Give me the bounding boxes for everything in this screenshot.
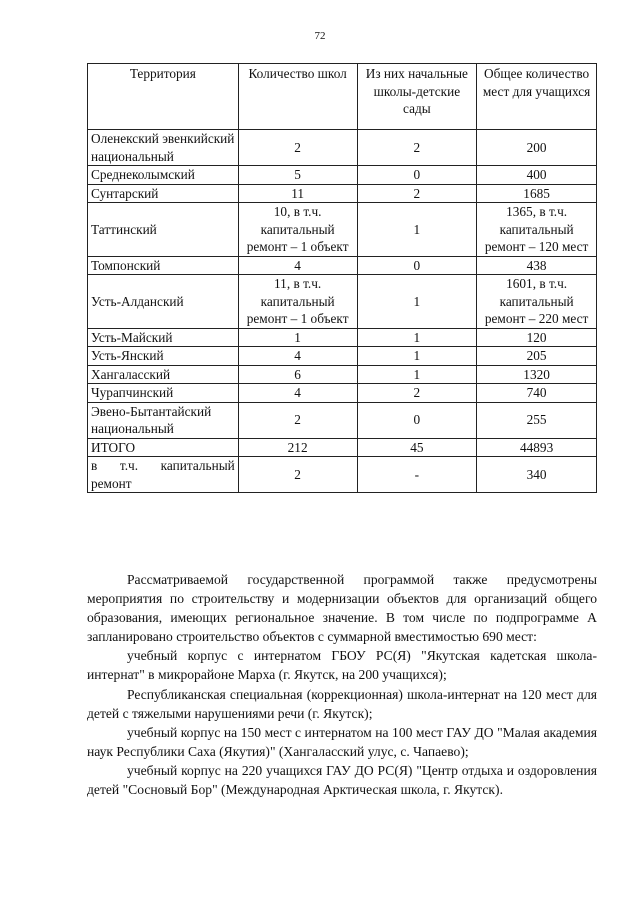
table-row	[88, 328, 597, 347]
paragraph: учебный корпус на 220 учащихся ГАУ ДО РС(Я) "Центр отдыха и оздоровления детей "Сосновый Бор" (Международная Арктическая школа, г. Якутск).	[87, 762, 597, 798]
cell-territory: Хангаласский	[88, 365, 239, 384]
header-schools-count: Количество школ	[238, 64, 357, 130]
table-row	[88, 184, 597, 203]
cell-primary: 2	[357, 130, 477, 166]
cell-primary: 1	[357, 275, 477, 329]
cell-territory: в т.ч. капитальный ремонт	[88, 457, 239, 493]
cell-primary: 1	[357, 328, 477, 347]
cell-schools: 1	[238, 328, 357, 347]
table-header-row	[88, 64, 597, 130]
cell-territory: Эвено-Бытантайский национальный	[88, 402, 239, 438]
header-total-places: Общее количество мест для учащихся	[477, 64, 597, 130]
cell-primary: 45	[357, 438, 477, 457]
cell-primary: 0	[357, 256, 477, 275]
cell-territory: Среднеколымский	[88, 166, 239, 185]
cell-primary: 1	[357, 203, 477, 257]
table-row	[88, 347, 597, 366]
paragraph: учебный корпус с интернатом ГБОУ РС(Я) "Якутская кадетская школа-интернат" в микрорайоне Марха (г. Якутск, на 200 учащихся);	[87, 648, 597, 683]
paragraph: Рассматриваемой государственной программой также предусмотрены мероприятия по строительству и модернизации объектов для организаций общего образования, имеющих региональное значение. В том числе по подпрограмме А запланировано строительство объектов с суммарной вместимостью 690 мест:	[87, 572, 597, 645]
cell-schools: 11, в т.ч. капитальный ремонт – 1 объект	[238, 275, 357, 329]
cell-primary: -	[357, 457, 477, 493]
table-row	[88, 256, 597, 275]
cell-places: 205	[477, 347, 597, 366]
table-total-row	[88, 438, 597, 457]
cell-places: 255	[477, 402, 597, 438]
cell-schools: 5	[238, 166, 357, 185]
table-row	[88, 166, 597, 185]
page-number: 72	[314, 30, 326, 42]
table-row	[88, 402, 597, 438]
header-primary-schools: Из них начальные школы-детские сады	[357, 64, 477, 130]
cell-primary: 0	[357, 166, 477, 185]
paragraph: учебный корпус на 150 мест с интернатом на 100 мест ГАУ ДО "Малая академия наук Республики Саха (Якутия)" (Хангаласский улус, с. Чапаево);	[87, 724, 597, 759]
cell-territory: Оленекский эвенкийский национальный	[88, 130, 239, 166]
schools-table	[87, 63, 597, 493]
table-row	[88, 130, 597, 166]
table-row	[88, 365, 597, 384]
body-text	[87, 570, 597, 799]
cell-places: 340	[477, 457, 597, 493]
cell-schools: 6	[238, 365, 357, 384]
cell-territory: Томпонский	[88, 256, 239, 275]
cell-primary: 2	[357, 384, 477, 403]
cell-schools: 2	[238, 402, 357, 438]
cell-places: 120	[477, 328, 597, 347]
cell-territory: Усть-Алданский	[88, 275, 239, 329]
cell-schools: 10, в т.ч. капитальный ремонт – 1 объект	[238, 203, 357, 257]
cell-places: 1685	[477, 184, 597, 203]
cell-primary: 0	[357, 402, 477, 438]
cell-places: 1601, в т.ч. капитальный ремонт – 220 мест	[477, 275, 597, 329]
cell-places: 438	[477, 256, 597, 275]
cell-schools: 212	[238, 438, 357, 457]
cell-territory: ИТОГО	[88, 438, 239, 457]
paragraph: Республиканская специальная (коррекционная) школа-интернат на 120 мест для детей с тяжелыми нарушениями речи (г. Якутск);	[87, 686, 597, 721]
cell-schools: 2	[238, 457, 357, 493]
cell-territory: Таттинский	[88, 203, 239, 257]
cell-places: 740	[477, 384, 597, 403]
header-territory: Территория	[88, 64, 239, 130]
cell-territory: Усть-Майский	[88, 328, 239, 347]
cell-places: 400	[477, 166, 597, 185]
cell-schools: 4	[238, 384, 357, 403]
cell-primary: 1	[357, 347, 477, 366]
cell-places: 1320	[477, 365, 597, 384]
table-row	[88, 275, 597, 329]
cell-schools: 2	[238, 130, 357, 166]
cell-places: 200	[477, 130, 597, 166]
cell-primary: 2	[357, 184, 477, 203]
cell-schools: 4	[238, 256, 357, 275]
cell-places: 1365, в т.ч. капитальный ремонт – 120 мест	[477, 203, 597, 257]
cell-schools: 11	[238, 184, 357, 203]
cell-territory: Чурапчинский	[88, 384, 239, 403]
table-row	[88, 457, 597, 493]
cell-territory: Усть-Янский	[88, 347, 239, 366]
cell-places: 44893	[477, 438, 597, 457]
cell-schools: 4	[238, 347, 357, 366]
table-row	[88, 384, 597, 403]
table-row	[88, 203, 597, 257]
cell-primary: 1	[357, 365, 477, 384]
cell-territory: Сунтарский	[88, 184, 239, 203]
